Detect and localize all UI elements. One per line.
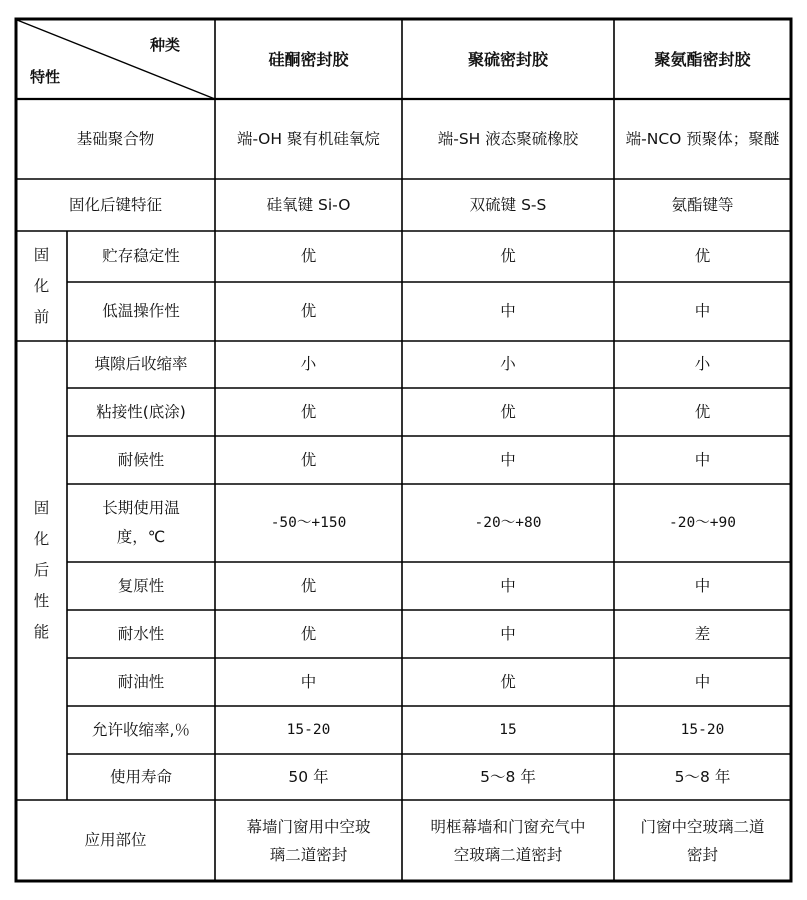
cell-adhesion-polysulfide: 优 (500, 402, 516, 421)
row-label-allowed-shrinkage: 允许收缩率,％ (92, 720, 190, 739)
group-label-after-curing (16, 341, 67, 800)
cell-base-polymer-polyurethane: 端-NCO 预聚体；聚醚 (625, 129, 780, 148)
cell-low-temp-workability-polyurethane: 中 (694, 302, 711, 320)
header-corner-bottom-label: 特性 (30, 68, 61, 86)
cell-allowed-shrinkage-silicone: 15-20 (286, 721, 331, 738)
cell-bond-feature-silicone: 硅氧键 Si-O (266, 195, 351, 214)
cell-recovery-silicone: 优 (300, 576, 317, 595)
row-label-service-temperature (67, 484, 215, 562)
cell-water-resistance-silicone: 优 (300, 624, 317, 643)
row-label-base-polymer: 基础聚合物 (76, 129, 155, 148)
row-label-low-temp-workability: 低温操作性 (102, 302, 180, 320)
cell-low-temp-workability-silicone: 优 (300, 302, 317, 320)
row-label-oil-resistance: 耐油性 (117, 672, 165, 691)
cell-storage-stability-polysulfide: 优 (500, 247, 516, 265)
column-header-silicone: 硅酮密封胶 (268, 49, 349, 69)
cell-shrinkage-after-filling-polyurethane: 小 (694, 355, 711, 373)
header-corner-top-label: 种类 (150, 36, 181, 54)
cell-application-polysulfide (402, 800, 614, 881)
cell-adhesion-polyurethane: 优 (694, 402, 711, 421)
cell-storage-stability-silicone: 优 (300, 247, 317, 265)
row-label-shrinkage-after-filling: 填隙后收缩率 (94, 355, 188, 373)
cell-allowed-shrinkage-polyurethane: 15-20 (680, 721, 725, 738)
cell-line: 门窗中空玻璃二道 (640, 817, 765, 836)
group-label-char: 后 (33, 561, 50, 579)
cell-line: 空玻璃二道密封 (453, 845, 563, 864)
row-label-water-resistance: 耐水性 (117, 624, 165, 643)
cell-base-polymer-silicone: 端-OH 聚有机硅氧烷 (237, 129, 380, 148)
cell-base-polymer-polysulfide: 端-SH 液态聚硫橡胶 (437, 129, 579, 148)
cell-service-temperature-silicone: -50～+150 (270, 514, 347, 531)
cell-oil-resistance-silicone: 中 (300, 672, 317, 691)
cell-recovery-polyurethane: 中 (694, 576, 711, 595)
cell-storage-stability-polyurethane: 优 (694, 247, 711, 265)
cell-bond-feature-polysulfide: 双硫键 S-S (469, 195, 547, 214)
cell-oil-resistance-polyurethane: 中 (694, 672, 711, 691)
row-label-weather-resistance: 耐候性 (117, 450, 165, 469)
group-label-char: 固 (33, 245, 50, 264)
row-label-service-life: 使用寿命 (109, 767, 172, 786)
cell-bond-feature-polyurethane: 氨酯键等 (671, 195, 734, 214)
cell-water-resistance-polyurethane: 差 (694, 624, 711, 643)
group-label-char: 能 (33, 623, 50, 641)
column-header-polysulfide: 聚硫密封胶 (467, 49, 548, 69)
cell-shrinkage-after-filling-silicone: 小 (300, 355, 317, 373)
cell-shrinkage-after-filling-polysulfide: 小 (500, 355, 516, 373)
cell-application-polyurethane (614, 800, 791, 881)
column-header-polyurethane: 聚氨酯密封胶 (654, 49, 751, 69)
row-label-line: 度，℃ (116, 528, 166, 546)
cell-weather-resistance-silicone: 优 (300, 450, 317, 469)
cell-weather-resistance-polysulfide: 中 (500, 450, 516, 469)
row-label-adhesion-primer: 粘接性(底涂) (96, 402, 186, 421)
row-label-line: 长期使用温 (102, 499, 180, 517)
group-label-char: 性 (33, 592, 50, 610)
cell-service-temperature-polyurethane: -20～+90 (669, 514, 736, 531)
group-label-before-curing (16, 231, 67, 341)
cell-weather-resistance-polyurethane: 中 (694, 450, 711, 469)
cell-service-life-silicone: 50 年 (288, 767, 329, 786)
row-label-storage-stability: 贮存稳定性 (102, 247, 180, 265)
cell-service-temperature-polysulfide: -20～+80 (474, 514, 542, 531)
cell-recovery-polysulfide: 中 (500, 576, 516, 595)
cell-allowed-shrinkage-polysulfide: 15 (499, 721, 517, 738)
row-label-application: 应用部位 (84, 831, 147, 849)
cell-low-temp-workability-polysulfide: 中 (500, 302, 516, 320)
cell-line: 璃二道密封 (269, 845, 348, 864)
cell-application-silicone (215, 800, 402, 881)
cell-water-resistance-polysulfide: 中 (500, 624, 516, 643)
cell-service-life-polysulfide: 5～8 年 (480, 767, 536, 786)
row-label-bond-feature: 固化后键特征 (68, 195, 162, 214)
group-label-char: 前 (33, 307, 50, 326)
cell-line: 密封 (686, 845, 718, 864)
cell-service-life-polyurethane: 5～8 年 (674, 767, 731, 786)
cell-line: 幕墙门窗用中空玻 (246, 817, 371, 836)
cell-adhesion-silicone: 优 (300, 402, 317, 421)
group-label-char: 化 (33, 276, 50, 295)
cell-line: 明框幕墙和门窗充气中 (430, 817, 586, 836)
row-label-recovery: 复原性 (117, 576, 165, 595)
group-label-char: 固 (33, 499, 50, 517)
cell-oil-resistance-polysulfide: 优 (500, 672, 516, 691)
group-label-char: 化 (33, 530, 50, 548)
